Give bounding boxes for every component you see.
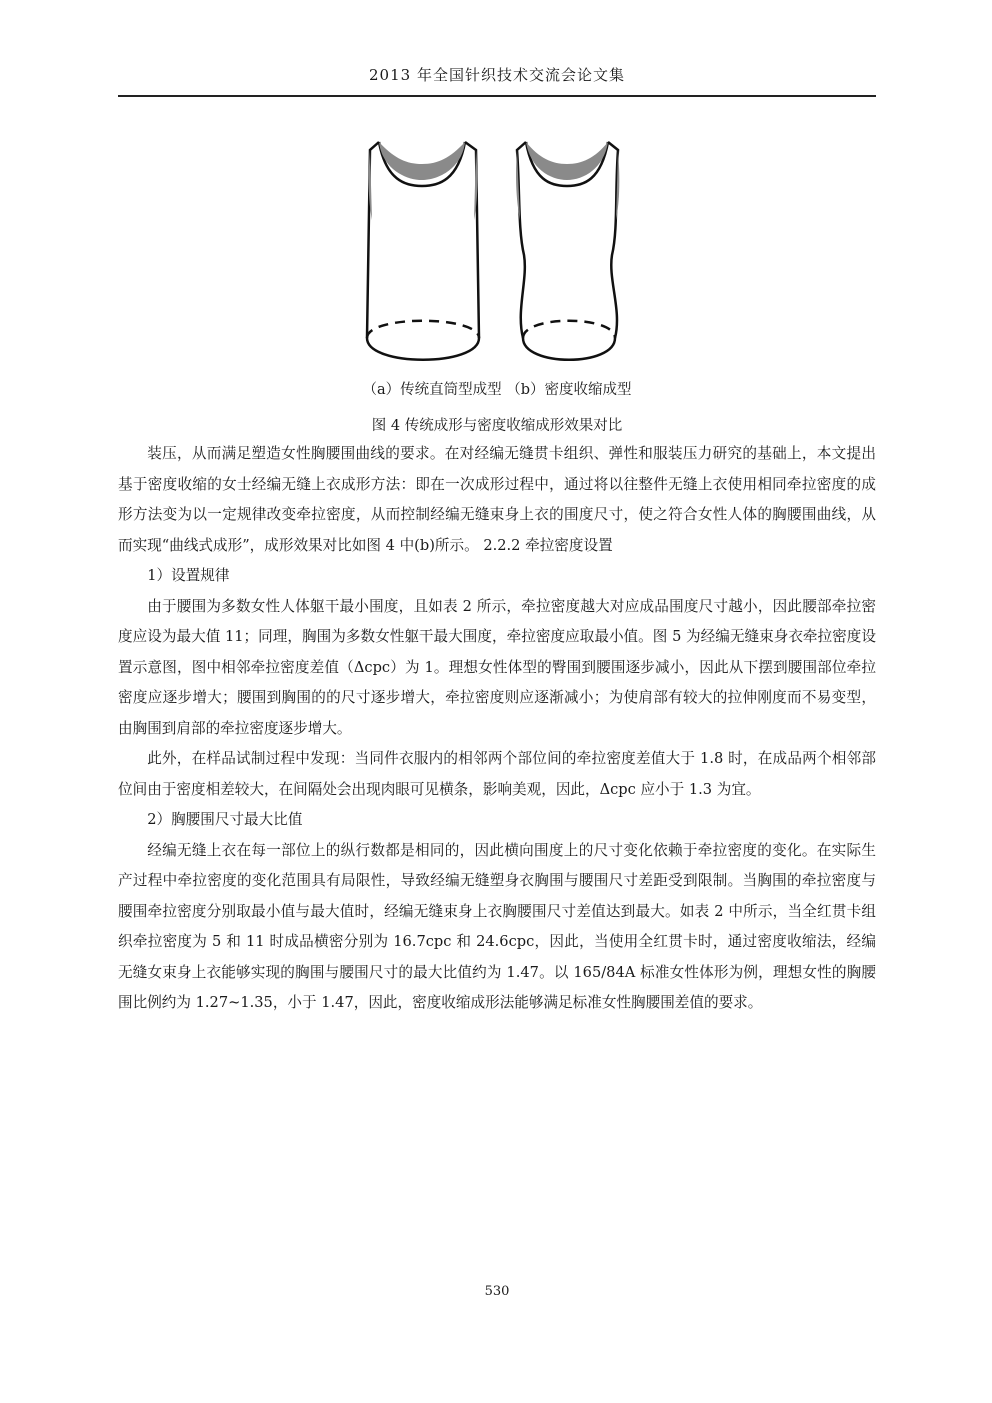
page-number: 530 (484, 1284, 510, 1299)
paragraph: 经编无缝上衣在每一部位上的纵行数都是相同的，因此横向围度上的尺寸变化依赖于牵拉密度的变化。在实际生产过程中牵拉密度的变化范围具有局限性，导致经编无缝塑身衣胸围与腰围尺寸差距受到限制。当胸围的牵拉密度与腰围牵拉密度分别取最小值与最大值时，经编无缝束身上衣胸腰围尺寸差值达到最大。如表 2 中所示，当全红贯卡组织牵拉密度为 5 和 11 时成品横密分别为 16.7cpc 和 24.6cpc，因此，当使用全红贯卡时，通过密度收缩法，经编无缝女束身上衣能够实现的胸围与腰围尺寸的最大比值约为 1.47。以 165/84A 标准女性体形为例，理想女性的胸腰围比例约为 1.27~1.35，小于 1.47，因此，密度收缩成形法能够满足标准女性胸腰围差值的要求。 (118, 841, 876, 1011)
figure-sub-labels: （a）传统直筒型成型 （b）密度收缩成型 (362, 382, 632, 398)
figure-caption: 图 4 传统成形与密度收缩成形效果对比 (371, 418, 623, 434)
body-text (118, 439, 876, 1019)
subheading: 1）设置规律 (147, 567, 230, 584)
header-rule (118, 95, 876, 97)
paragraph: 由于腰围为多数女性人体躯干最小围度，且如表 2 所示，牵拉密度越大对应成品围度尺寸越小，因此腰部牵拉密度应设为最大值 11；同理，胸围为多数女性躯干最大围度，牵拉密度应取最小值。图 5 为经编无缝束身衣牵拉密度设置示意图，图中相邻牵拉密度差值（Δcpc）为 1。理想女性体型的臀围到腰围逐步减小，因此从下摆到腰围部位牵拉密度应逐步增大；腰围到胸围的的尺寸逐步增大，牵拉密度则应逐渐减小；为使肩部有较大的拉伸刚度而不易变型，由胸围到肩部的牵拉密度逐步增大。 (118, 597, 876, 737)
running-header: 2013 年全国针织技术交流会论文集 (369, 66, 625, 84)
garment-a-straight-tube (367, 142, 479, 360)
subheading: 2）胸腰围尺寸最大比值 (147, 811, 303, 828)
garment-b-density-shrink (516, 142, 619, 360)
figure-4-garments (350, 120, 650, 375)
paragraph: 装压，从而满足塑造女性胸腰围曲线的要求。在对经编无缝贯卡组织、弹性和服装压力研究的基础上，本文提出基于密度收缩的女士经编无缝上衣成形方法：即在一次成形过程中，通过将以往整件无缝上衣使用相同牵拉密度的成形方法变为以一定规律改变牵拉密度，从而控制经编无缝束身上衣的围度尺寸，使之符合女性人体的胸腰围曲线，从而实现“曲线式成形”，成形效果对比如图 4 中(b)所示。 2.2.2 牵拉密度设置 (118, 445, 876, 554)
paragraph: 此外，在样品试制过程中发现：当同件衣服内的相邻两个部位间的牵拉密度差值大于 1.8 时，在成品两个相邻部位间由于密度相差较大，在间隔处会出现肉眼可见横条，影响美观，因此，Δcpc 应小于 1.3 为宜。 (118, 750, 876, 798)
